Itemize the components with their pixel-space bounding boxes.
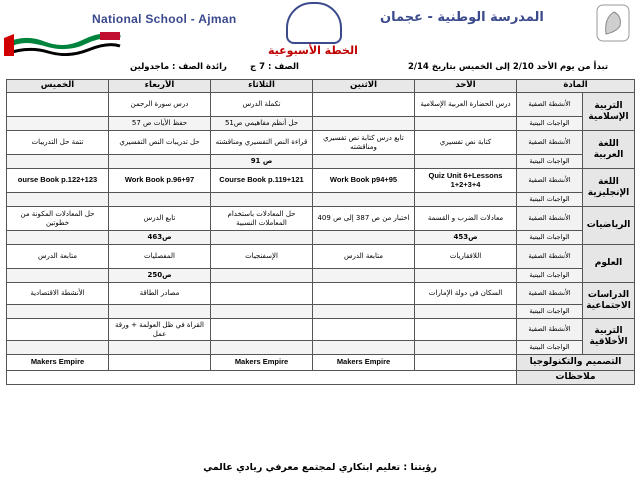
cell-thursday bbox=[7, 193, 109, 207]
row-type-homework: الواجبات البيتية bbox=[517, 117, 583, 131]
table-row-homework bbox=[7, 269, 635, 283]
cell-thursday: حل المعادلات المكونة من خطوتين bbox=[7, 207, 109, 231]
cell-wednesday: تابع الدرس bbox=[109, 207, 211, 231]
cell-monday: متابعة الدرس bbox=[313, 245, 415, 269]
table-row-class-activities bbox=[7, 169, 635, 193]
cell-thursday: متابعة الدرس bbox=[7, 245, 109, 269]
cell-thursday: تتمة حل التدريبات bbox=[7, 131, 109, 155]
table-row-class-activities bbox=[7, 93, 635, 117]
cell-thursday bbox=[7, 319, 109, 341]
row-type-homework: الواجبات البيتية bbox=[517, 305, 583, 319]
table-row-class-activities bbox=[7, 207, 635, 231]
row-type-class-activities: الأنشطة الصفية bbox=[517, 283, 583, 305]
cell-wednesday bbox=[109, 193, 211, 207]
vision-footer: رؤيتنا : تعليم ابتكاري لمجتمع معرفي ريادي عالمي bbox=[203, 462, 437, 473]
cell-tuesday bbox=[211, 283, 313, 305]
column-header-subject: المادة bbox=[517, 80, 635, 93]
column-header-thursday: الخميس bbox=[7, 80, 109, 93]
cell-monday: Makers Empire bbox=[313, 355, 415, 371]
header bbox=[0, 0, 640, 62]
notes-label: ملاحظات bbox=[517, 371, 635, 385]
cell-sunday: درس الحضارة العربية الإسلامية bbox=[415, 93, 517, 117]
table-row-class-activities bbox=[7, 319, 635, 341]
class-teacher-label: رائدة الصف : ماجدولين bbox=[130, 62, 227, 72]
cell-wednesday bbox=[109, 341, 211, 355]
subject-name: اللغة الإنجليزية bbox=[583, 169, 635, 207]
cell-wednesday: حل تدريبات النص التفسيري bbox=[109, 131, 211, 155]
column-header-wednesday: الأربعاء bbox=[109, 80, 211, 93]
cell-monday bbox=[313, 341, 415, 355]
column-header-tuesday: الثلاثاء bbox=[211, 80, 313, 93]
cell-sunday: ص453 bbox=[415, 231, 517, 245]
row-type-class-activities: الأنشطة الصفية bbox=[517, 93, 583, 117]
cell-thursday bbox=[7, 231, 109, 245]
school-emblem-icon bbox=[286, 2, 342, 44]
cell-thursday bbox=[7, 305, 109, 319]
page-title: الخطة الأسبوعية bbox=[268, 44, 358, 57]
table-row-homework bbox=[7, 117, 635, 131]
cell-wednesday: ص250 bbox=[109, 269, 211, 283]
cell-wednesday bbox=[109, 355, 211, 371]
table-row-homework bbox=[7, 155, 635, 169]
table-row-homework bbox=[7, 341, 635, 355]
row-type-homework: الواجبات البيتية bbox=[517, 269, 583, 283]
cell-tuesday: تكملة الدرس bbox=[211, 93, 313, 117]
cell-wednesday: القراة في ظل العولمة + ورقة عمل bbox=[109, 319, 211, 341]
cell-wednesday bbox=[109, 305, 211, 319]
cell-sunday: معادلات الضرب و القسمة bbox=[415, 207, 517, 231]
cell-monday bbox=[313, 283, 415, 305]
cell-sunday: كتابة نص تفسيري bbox=[415, 131, 517, 155]
row-type-homework: الواجبات البيتية bbox=[517, 155, 583, 169]
table-row-homework bbox=[7, 231, 635, 245]
cell-thursday bbox=[7, 341, 109, 355]
subject-name: العلوم bbox=[583, 245, 635, 283]
subject-name: التربية الأخلاقية bbox=[583, 319, 635, 355]
school-name-arabic: المدرسة الوطنية - عجمان bbox=[380, 10, 544, 25]
cell-tuesday: Makers Empire bbox=[211, 355, 313, 371]
cell-tuesday: قراءة النص التفسيري ومناقشته bbox=[211, 131, 313, 155]
cell-monday: Work Book p94+95 bbox=[313, 169, 415, 193]
subject-name: الدراسات الاجتماعية bbox=[583, 283, 635, 319]
cell-monday bbox=[313, 193, 415, 207]
cell-thursday: Makers Empire bbox=[7, 355, 109, 371]
cell-tuesday: الإسفنجيات bbox=[211, 245, 313, 269]
school-name-english: National School - Ajman bbox=[92, 12, 237, 26]
cell-sunday bbox=[415, 117, 517, 131]
table-row-class-activities bbox=[7, 245, 635, 269]
cell-tuesday bbox=[211, 319, 313, 341]
table-row-notes bbox=[7, 371, 635, 385]
cell-wednesday: مصادر الطاقة bbox=[109, 283, 211, 305]
row-type-homework: الواجبات البيتية bbox=[517, 193, 583, 207]
cell-monday bbox=[313, 269, 415, 283]
cell-sunday bbox=[415, 193, 517, 207]
cell-tuesday bbox=[211, 231, 313, 245]
grade-label: الصف : 7 ج bbox=[250, 62, 299, 72]
column-header-sunday: الأحد bbox=[415, 80, 517, 93]
cell-wednesday: Work Book p.96+97 bbox=[109, 169, 211, 193]
cell-tuesday: ص 91 bbox=[211, 155, 313, 169]
cell-monday bbox=[313, 231, 415, 245]
cell-sunday bbox=[415, 355, 517, 371]
row-type-class-activities: الأنشطة الصفية bbox=[517, 169, 583, 193]
cell-monday bbox=[313, 117, 415, 131]
cell-sunday bbox=[415, 305, 517, 319]
cell-wednesday: درس سورة الرحمن bbox=[109, 93, 211, 117]
table-row-homework bbox=[7, 193, 635, 207]
cell-sunday bbox=[415, 341, 517, 355]
cell-sunday bbox=[415, 155, 517, 169]
cell-wednesday: ص463 bbox=[109, 231, 211, 245]
cell-monday: اختبار من ص 387 إلى ص 409 bbox=[313, 207, 415, 231]
cell-tuesday bbox=[211, 305, 313, 319]
table-row-class-activities bbox=[7, 131, 635, 155]
subject-name: التصميم والتكنولوجيا bbox=[517, 355, 635, 371]
cell-thursday bbox=[7, 269, 109, 283]
row-type-class-activities: الأنشطة الصفية bbox=[517, 319, 583, 341]
row-type-homework: الواجبات البيتية bbox=[517, 341, 583, 355]
cell-sunday: Quiz Unit 6+Lessons 1+2+3+4 bbox=[415, 169, 517, 193]
cell-tuesday bbox=[211, 269, 313, 283]
cell-thursday bbox=[7, 117, 109, 131]
cell-monday bbox=[313, 305, 415, 319]
falcon-logo-icon bbox=[596, 4, 630, 42]
cell-tuesday: حل المعادلات باستخدام المعاملات النسبية bbox=[211, 207, 313, 231]
cell-sunday: اللافقاريات bbox=[415, 245, 517, 269]
cell-sunday bbox=[415, 269, 517, 283]
cell-sunday bbox=[415, 319, 517, 341]
subject-name: اللغة العربية bbox=[583, 131, 635, 169]
cell-monday bbox=[313, 155, 415, 169]
subject-name: الرياضيات bbox=[583, 207, 635, 245]
weekly-plan-table bbox=[6, 79, 635, 385]
column-header-monday: الاثنين bbox=[313, 80, 415, 93]
cell-tuesday bbox=[211, 341, 313, 355]
subject-name: التربية الإسلامية bbox=[583, 93, 635, 131]
row-type-class-activities: الأنشطة الصفية bbox=[517, 207, 583, 231]
row-type-homework: الواجبات البيتية bbox=[517, 231, 583, 245]
table-row-homework bbox=[7, 305, 635, 319]
cell-sunday: السكان في دولة الإمارات bbox=[415, 283, 517, 305]
cell-thursday: ourse Book p.122+123 bbox=[7, 169, 109, 193]
row-type-class-activities: الأنشطة الصفية bbox=[517, 131, 583, 155]
notes-cell bbox=[7, 371, 517, 385]
cell-monday: تابع درس كتابة نص تفسيري ومناقشته bbox=[313, 131, 415, 155]
cell-tuesday: حل أنظم مفاهيمي ص51 bbox=[211, 117, 313, 131]
cell-tuesday bbox=[211, 193, 313, 207]
table-header-row bbox=[7, 80, 635, 93]
cell-monday bbox=[313, 93, 415, 117]
cell-tuesday: Course Book p.119+121 bbox=[211, 169, 313, 193]
cell-monday bbox=[313, 319, 415, 341]
table-row-class-activities bbox=[7, 283, 635, 305]
uae-flag-ribbon-icon bbox=[4, 30, 122, 56]
cell-wednesday: المفصليات bbox=[109, 245, 211, 269]
cell-thursday bbox=[7, 93, 109, 117]
cell-wednesday bbox=[109, 155, 211, 169]
date-range: تبدأ من يوم الأحد 2/10 إلى الخميس بتاريخ 2/14 bbox=[408, 62, 609, 72]
cell-thursday: الأنشطة الاقتصادية bbox=[7, 283, 109, 305]
table-row-design-technology bbox=[7, 355, 635, 371]
cell-thursday bbox=[7, 155, 109, 169]
cell-wednesday: حفظ الأيات ص 57 bbox=[109, 117, 211, 131]
row-type-class-activities: الأنشطة الصفية bbox=[517, 245, 583, 269]
